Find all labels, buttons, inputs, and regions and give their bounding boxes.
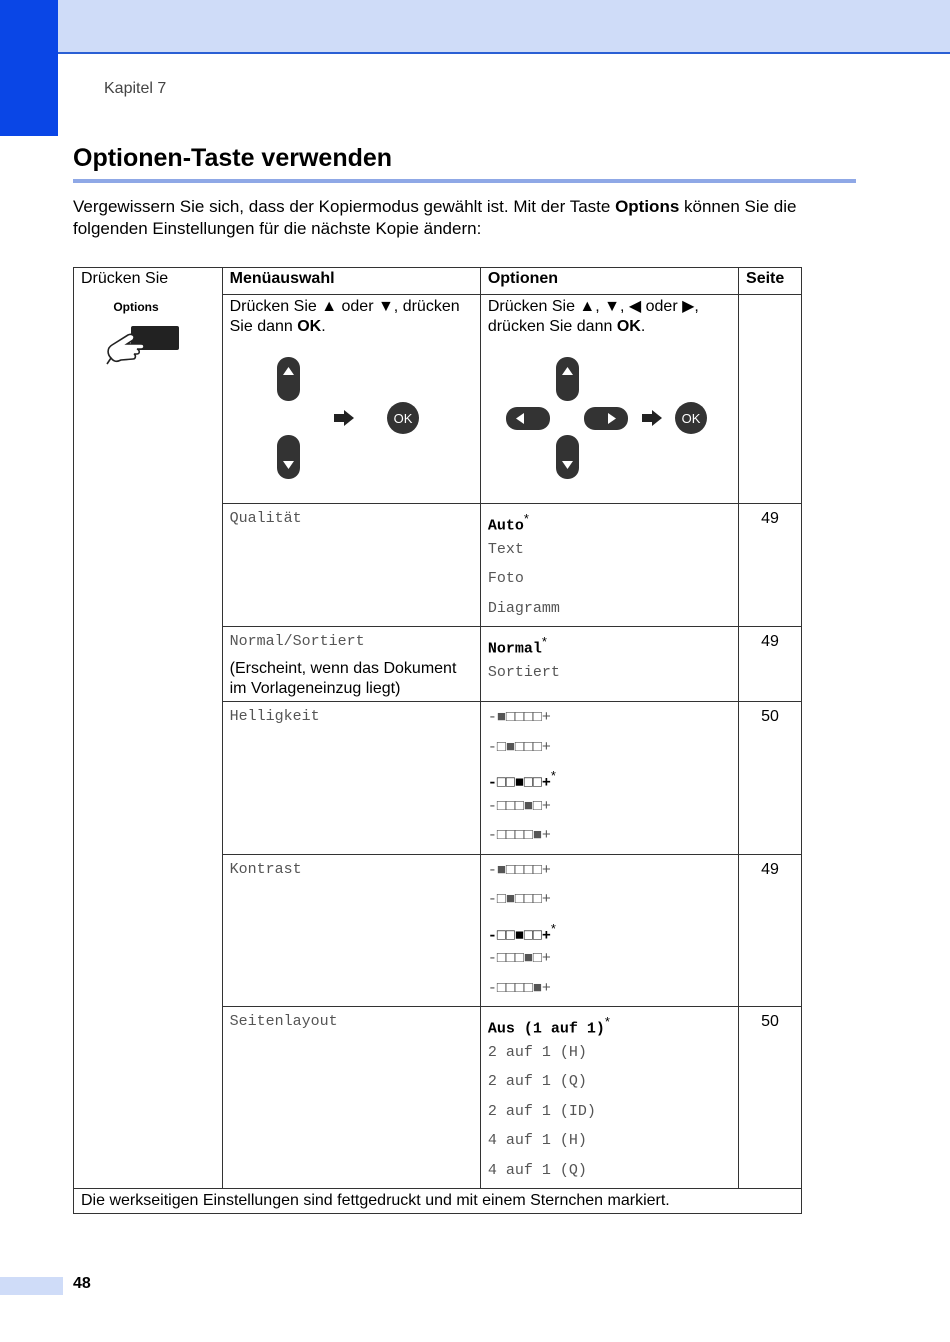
option-item: Normal* bbox=[487, 634, 547, 658]
intro-paragraph: Vergewissern Sie sich, dass der Kopiermodus gewählt ist. Mit der Taste Options können Sie die folgenden Einstellungen für die nächste Kopie ändern: bbox=[73, 197, 797, 238]
down-arrow-key-icon bbox=[556, 435, 579, 479]
menu-item-label: Helligkeit bbox=[229, 708, 320, 725]
option-item: -□□□□■+ bbox=[487, 979, 551, 997]
options-button-icon bbox=[81, 296, 181, 368]
option-item: Text bbox=[487, 540, 524, 558]
header-band bbox=[0, 0, 950, 54]
option-item: -□□□□■+ bbox=[487, 827, 551, 844]
option-item: Diagramm bbox=[487, 599, 560, 617]
options-cell bbox=[480, 627, 738, 702]
option-item: 4 auf 1 (H) bbox=[487, 1132, 587, 1149]
option-item: -□□■□□+* bbox=[487, 920, 556, 944]
options-instruction-cell: Drücken Sie ▲, ▼, ◀ oder ▶, drücken Sie dann OK. OK bbox=[480, 295, 738, 504]
header-menu: Menüauswahl bbox=[222, 268, 480, 295]
page-number-bar bbox=[0, 1277, 63, 1295]
page-ref: 50 bbox=[739, 702, 802, 855]
option-item: Aus (1 auf 1)* bbox=[487, 1014, 610, 1038]
page-number: 48 bbox=[73, 1275, 91, 1292]
menu-instruction-cell: Drücken Sie ▲ oder ▼, drücken Sie dann OK. OK bbox=[222, 295, 480, 504]
page-ref: 49 bbox=[739, 627, 802, 702]
instruction-page-cell bbox=[739, 295, 802, 504]
table-header-row bbox=[74, 268, 802, 295]
options-cell bbox=[480, 702, 738, 855]
option-item: -□■□□□+ bbox=[487, 738, 551, 756]
option-item: -■□□□□+ bbox=[487, 709, 551, 726]
options-cell bbox=[480, 1007, 738, 1189]
option-item: 2 auf 1 (ID) bbox=[487, 1102, 596, 1120]
options-table bbox=[73, 267, 802, 1214]
press-label: Drücken Sie bbox=[81, 270, 169, 287]
options-cell bbox=[480, 504, 738, 627]
default-marker: * bbox=[550, 768, 556, 783]
options-key-name: Options bbox=[615, 197, 680, 216]
menu-item-label: Kontrast bbox=[229, 860, 302, 878]
menu-cell bbox=[222, 504, 480, 627]
menu-item-label: Normal/Sortiert bbox=[229, 633, 365, 650]
option-item: Auto* bbox=[487, 511, 529, 535]
default-marker: * bbox=[550, 920, 556, 936]
option-item: Foto bbox=[487, 570, 524, 587]
option-item: -□□□■□+ bbox=[487, 950, 551, 967]
left-arrow-key-icon bbox=[506, 407, 550, 430]
footer-row bbox=[74, 1189, 802, 1214]
four-way-keys-diagram bbox=[488, 345, 710, 481]
section-title: Optionen-Taste verwenden bbox=[73, 144, 393, 172]
option-item: 2 auf 1 (Q) bbox=[487, 1073, 587, 1090]
default-marker: * bbox=[541, 634, 547, 649]
menu-item-note: (Erscheint, wenn das Dokument im Vorlageneinzug liegt) bbox=[229, 660, 457, 697]
option-item: -■□□□□+ bbox=[487, 861, 551, 879]
down-arrow-key-icon bbox=[277, 435, 300, 479]
footer-note: Die werkseitigen Einstellungen sind fettgedruckt und mit einem Sternchen markiert. bbox=[74, 1189, 802, 1214]
option-item: 4 auf 1 (Q) bbox=[487, 1161, 587, 1179]
menu-item-label: Qualität bbox=[229, 510, 302, 527]
header-options: Optionen bbox=[480, 268, 738, 295]
page-ref: 49 bbox=[739, 504, 802, 627]
header-page: Seite bbox=[739, 268, 802, 295]
page-ref: 50 bbox=[739, 1007, 802, 1189]
menu-item-label: Seitenlayout bbox=[229, 1013, 338, 1030]
option-item: 2 auf 1 (H) bbox=[487, 1043, 587, 1061]
ok-button-icon bbox=[387, 402, 419, 434]
menu-cell bbox=[222, 702, 480, 855]
menu-cell bbox=[222, 1007, 480, 1189]
chapter-label: Kapitel 7 bbox=[104, 80, 167, 97]
right-arrow-icon bbox=[642, 410, 662, 426]
up-arrow-key-icon bbox=[556, 357, 579, 401]
right-arrow-icon bbox=[334, 410, 354, 426]
menu-cell bbox=[222, 854, 480, 1007]
svg-text:OK: OK bbox=[681, 411, 701, 426]
up-arrow-key-icon bbox=[277, 357, 300, 401]
up-down-keys-diagram bbox=[230, 345, 452, 481]
page-ref: 49 bbox=[739, 854, 802, 1007]
right-arrow-key-icon bbox=[584, 407, 628, 430]
title-underline bbox=[73, 179, 856, 183]
default-marker: * bbox=[523, 511, 529, 526]
options-key-label: Options bbox=[113, 300, 159, 314]
chapter-tab bbox=[0, 0, 58, 136]
svg-text:OK: OK bbox=[393, 411, 413, 426]
option-item: -□□■□□+* bbox=[487, 768, 556, 792]
press-cell bbox=[74, 268, 223, 1189]
ok-button-icon bbox=[675, 402, 707, 434]
menu-cell bbox=[222, 627, 480, 702]
option-item: Sortiert bbox=[487, 663, 560, 681]
default-marker: * bbox=[604, 1014, 610, 1029]
option-item: -□■□□□+ bbox=[487, 891, 551, 908]
option-item: -□□□■□+ bbox=[487, 797, 551, 815]
options-cell bbox=[480, 854, 738, 1007]
